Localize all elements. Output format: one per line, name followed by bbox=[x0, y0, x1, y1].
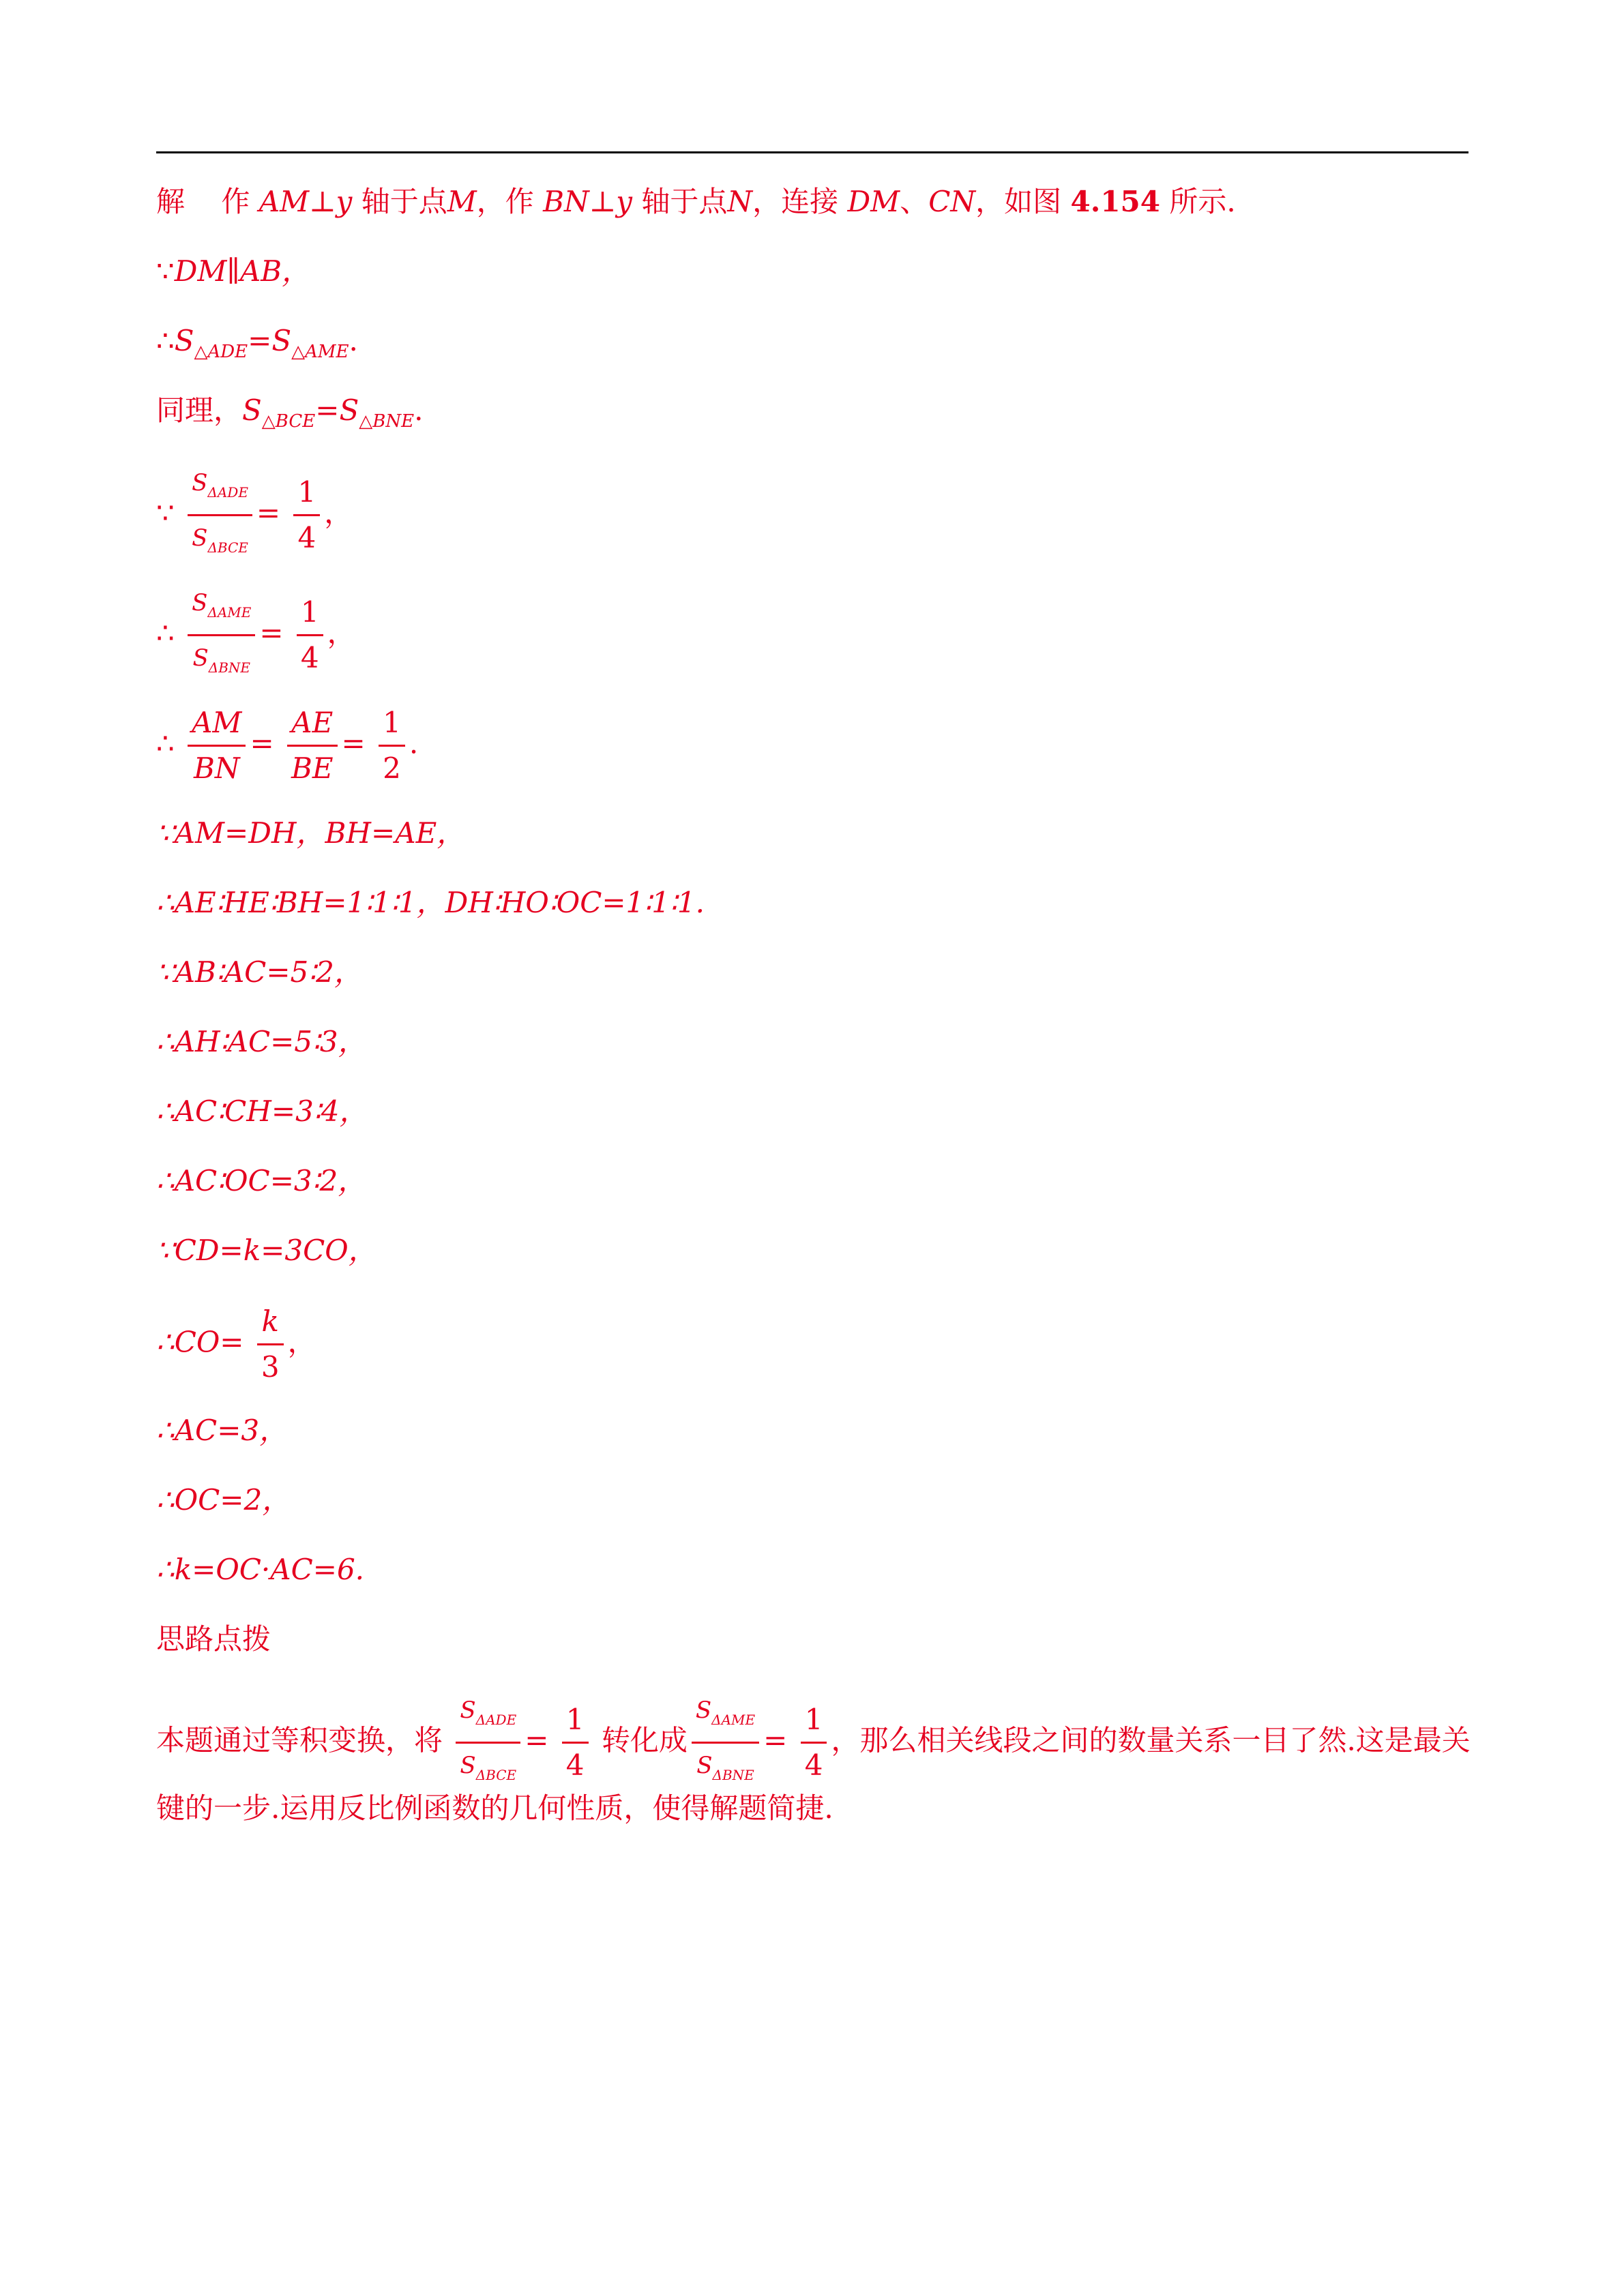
perp-symbol: ⊥ bbox=[309, 185, 336, 218]
area-ratio-fraction bbox=[188, 464, 252, 567]
solution-line-7 bbox=[156, 704, 418, 788]
denominator: BN bbox=[188, 745, 246, 788]
numerator: AM bbox=[192, 706, 242, 739]
var: CN bbox=[928, 185, 976, 218]
numerator: 1 bbox=[297, 475, 316, 509]
solution-line-16: ∴AC=3， bbox=[156, 1414, 289, 1447]
subscript: △ADE bbox=[194, 342, 248, 362]
numerator: 1 bbox=[383, 706, 401, 739]
area-ratio-fraction bbox=[692, 1691, 759, 1794]
punct: ， bbox=[327, 616, 356, 650]
text: 所示. bbox=[1169, 185, 1236, 218]
solution-line-2 bbox=[156, 252, 310, 290]
denominator: 4 bbox=[297, 634, 323, 677]
text: 轴于点 bbox=[641, 185, 728, 218]
denominator: 4 bbox=[801, 1742, 827, 1785]
equals: = bbox=[248, 324, 272, 357]
solution-line-15 bbox=[156, 1302, 316, 1386]
text: 同理， bbox=[156, 393, 243, 427]
subscript: ΔBCE bbox=[207, 539, 248, 556]
numerator: 1 bbox=[804, 1703, 823, 1736]
var: DM bbox=[847, 185, 900, 218]
solution-line-10: ∵AB∶AC=5∶2， bbox=[156, 955, 363, 989]
punct: ， bbox=[324, 496, 353, 530]
area-symbol: S bbox=[192, 469, 208, 496]
solution-line-6 bbox=[156, 584, 356, 687]
area-symbol: S bbox=[460, 1697, 476, 1724]
punct: ， bbox=[287, 1325, 316, 1359]
area-symbol: S bbox=[192, 524, 208, 552]
text: ，那么相关线段之间的数量关系一目了然.这是最关 bbox=[831, 1723, 1471, 1757]
text: ，作 bbox=[476, 185, 534, 218]
punct: . bbox=[409, 726, 419, 760]
solution-line-18: ∴k=OC·AC=6. bbox=[156, 1553, 365, 1586]
area-symbol: S bbox=[174, 324, 194, 357]
solution-line-9: ∴AE∶HE∶BH=1∶1∶1，DH∶HO∶OC=1∶1∶1. bbox=[156, 886, 705, 919]
equals: = bbox=[525, 1723, 549, 1757]
hint-line-1 bbox=[156, 1691, 1471, 1794]
var: BN bbox=[543, 185, 589, 218]
solution-line-5 bbox=[156, 464, 353, 567]
solution-line-1 bbox=[156, 183, 1236, 221]
subscript: ΔBCE bbox=[475, 1767, 517, 1783]
area-ratio-fraction bbox=[188, 584, 255, 687]
number-fraction bbox=[379, 704, 405, 788]
subscript: △BNE bbox=[359, 411, 415, 432]
therefore-symbol: ∴ bbox=[156, 726, 175, 760]
number-fraction bbox=[293, 473, 320, 557]
number-fraction bbox=[562, 1701, 589, 1785]
area-symbol: S bbox=[192, 644, 209, 672]
text: 、 bbox=[900, 185, 929, 218]
because-symbol: ∵ bbox=[156, 254, 175, 288]
text: ，连接 bbox=[752, 185, 839, 218]
equals: = bbox=[256, 496, 281, 530]
area-symbol: S bbox=[242, 393, 262, 427]
therefore-symbol: ∴ bbox=[156, 324, 175, 357]
numerator: AE bbox=[291, 706, 334, 739]
subscript: ΔADE bbox=[475, 1712, 517, 1728]
header-rule bbox=[156, 151, 1468, 153]
var: M bbox=[447, 185, 477, 218]
denominator: 3 bbox=[257, 1343, 284, 1386]
numerator: 1 bbox=[565, 1703, 585, 1736]
text: 本题通过等积变换，将 bbox=[156, 1723, 443, 1757]
segment-fraction bbox=[287, 704, 338, 788]
figure-ref: 4.154 bbox=[1070, 185, 1160, 218]
denominator: 4 bbox=[293, 514, 320, 557]
expression: ∴CO= bbox=[156, 1325, 244, 1359]
solution-line-8: ∵AM=DH，BH=AE， bbox=[156, 816, 466, 850]
perp-symbol: ⊥ bbox=[589, 185, 617, 218]
denominator: 4 bbox=[562, 1742, 589, 1785]
equals: = bbox=[763, 1723, 788, 1757]
punct: . bbox=[414, 393, 424, 427]
hint-title: 思路点拨 bbox=[156, 1622, 271, 1656]
area-symbol: S bbox=[696, 1752, 713, 1779]
area-symbol: S bbox=[339, 393, 359, 427]
solution-line-3 bbox=[156, 322, 358, 371]
segment-fraction bbox=[188, 704, 246, 788]
equals: = bbox=[250, 726, 274, 760]
subscript: △AME bbox=[291, 342, 349, 362]
var: y bbox=[336, 185, 353, 218]
equals: = bbox=[259, 616, 284, 650]
solution-line-12: ∴AC∶CH=3∶4， bbox=[156, 1094, 368, 1128]
text: ，如图 bbox=[975, 185, 1062, 218]
text: 轴于点 bbox=[361, 185, 447, 218]
equals: = bbox=[341, 726, 366, 760]
denominator: 2 bbox=[379, 745, 405, 788]
subscript: ΔBNE bbox=[712, 1767, 754, 1783]
solution-line-11: ∴AH∶AC=5∶3， bbox=[156, 1025, 367, 1058]
solution-line-13: ∴AC∶OC=3∶2， bbox=[156, 1164, 367, 1197]
area-symbol: S bbox=[271, 324, 292, 357]
number-fraction bbox=[297, 593, 323, 677]
text: 转化成 bbox=[601, 1723, 688, 1757]
area-ratio-fraction bbox=[456, 1691, 520, 1794]
solution-line-17: ∴OC=2， bbox=[156, 1483, 291, 1517]
text: 作 bbox=[221, 185, 250, 218]
numerator: k bbox=[261, 1304, 279, 1338]
solution-line-14: ∵CD=k=3CO， bbox=[156, 1234, 377, 1267]
subscript: ΔAME bbox=[711, 1712, 756, 1728]
numerator: 1 bbox=[300, 595, 319, 629]
k-fraction bbox=[257, 1302, 284, 1386]
subscript: ΔBNE bbox=[208, 659, 250, 676]
solution-label: 解 bbox=[156, 185, 186, 218]
because-symbol: ∵ bbox=[156, 496, 175, 530]
expression: DM∥AB， bbox=[174, 254, 311, 288]
subscript: ΔAME bbox=[207, 604, 252, 621]
area-symbol: S bbox=[695, 1697, 712, 1724]
subscript: △BCE bbox=[261, 411, 316, 432]
solution-line-4 bbox=[156, 391, 423, 441]
hint-line-2: 键的一步.运用反比例函数的几何性质，使得解题简捷. bbox=[156, 1791, 833, 1825]
subscript: ΔADE bbox=[207, 484, 248, 501]
var: y bbox=[616, 185, 632, 218]
equals: = bbox=[315, 393, 340, 427]
therefore-symbol: ∴ bbox=[156, 616, 175, 650]
area-symbol: S bbox=[192, 589, 208, 616]
punct: . bbox=[349, 324, 358, 357]
var: AM bbox=[259, 185, 310, 218]
number-fraction bbox=[801, 1701, 827, 1785]
var: N bbox=[727, 185, 753, 218]
denominator: BE bbox=[287, 745, 338, 788]
area-symbol: S bbox=[460, 1752, 476, 1779]
